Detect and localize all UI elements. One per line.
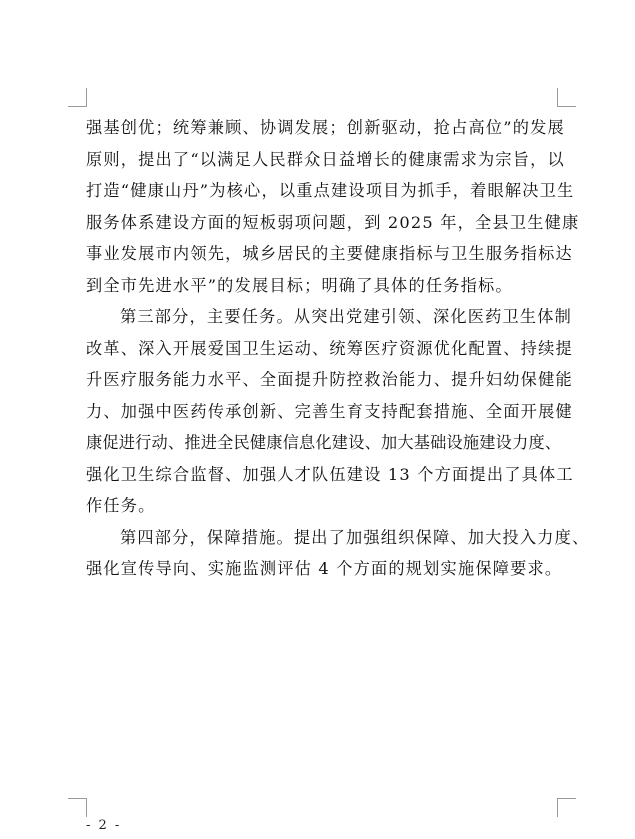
text-line: 作任务。 (86, 496, 156, 515)
text-line: 事业发展市内领先，城乡居民的主要健康指标与卫生服务指标达 (86, 244, 573, 263)
margin-corner-top-left (68, 88, 87, 107)
text-line: 康促进行动、推进全民健康信息化建设、加大基础设施建设力度、 (86, 433, 562, 452)
margin-corner-bottom-right (557, 798, 576, 817)
text-line: 强化卫生综合监督、加强人才队伍建设 13 个方面提出了具体工 (86, 464, 574, 484)
text-line: 强化宣传导向、实施监测评估 4 个方面的规划实施保障要求。 (86, 559, 563, 578)
text-line: 服务体系建设方面的短板弱项问题，到 2025 年，全县卫生健康 (86, 212, 580, 232)
text-line: 到全市先进水平”的发展目标；明确了具体的任务指标。 (86, 275, 513, 295)
text-line: 原则，提出了“以满足人民群众日益增长的健康需求为宗旨，以 (86, 149, 565, 169)
text-line: 升医疗服务能力水平、全面提升防控救治能力、提升妇幼保健能 (86, 370, 573, 389)
text-line: 改革、深入开展爱国卫生运动、统筹医疗资源优化配置、持续提 (86, 338, 573, 358)
paragraph-first-line: 第四部分，保障措施。提出了加强组织保障、加大投入力度、 (120, 527, 590, 547)
page-number: - 2 - (86, 818, 122, 833)
text-line: 力、加强中医药传承创新、完善生育支持配套措施、全面开展健 (86, 401, 573, 421)
paragraph-first-line: 第三部分，主要任务。从突出党建引领、深化医药卫生体制 (120, 307, 573, 326)
margin-corner-bottom-left (68, 798, 87, 817)
text-line: 打造“健康山丹”为核心，以重点建设项目为抓手，着眼解决卫生 (86, 181, 575, 200)
margin-corner-top-right (557, 88, 576, 107)
document-body (86, 112, 590, 585)
text-line: 强基创优；统筹兼顾、协调发展；创新驱动，抢占高位”的发展 (86, 118, 565, 137)
